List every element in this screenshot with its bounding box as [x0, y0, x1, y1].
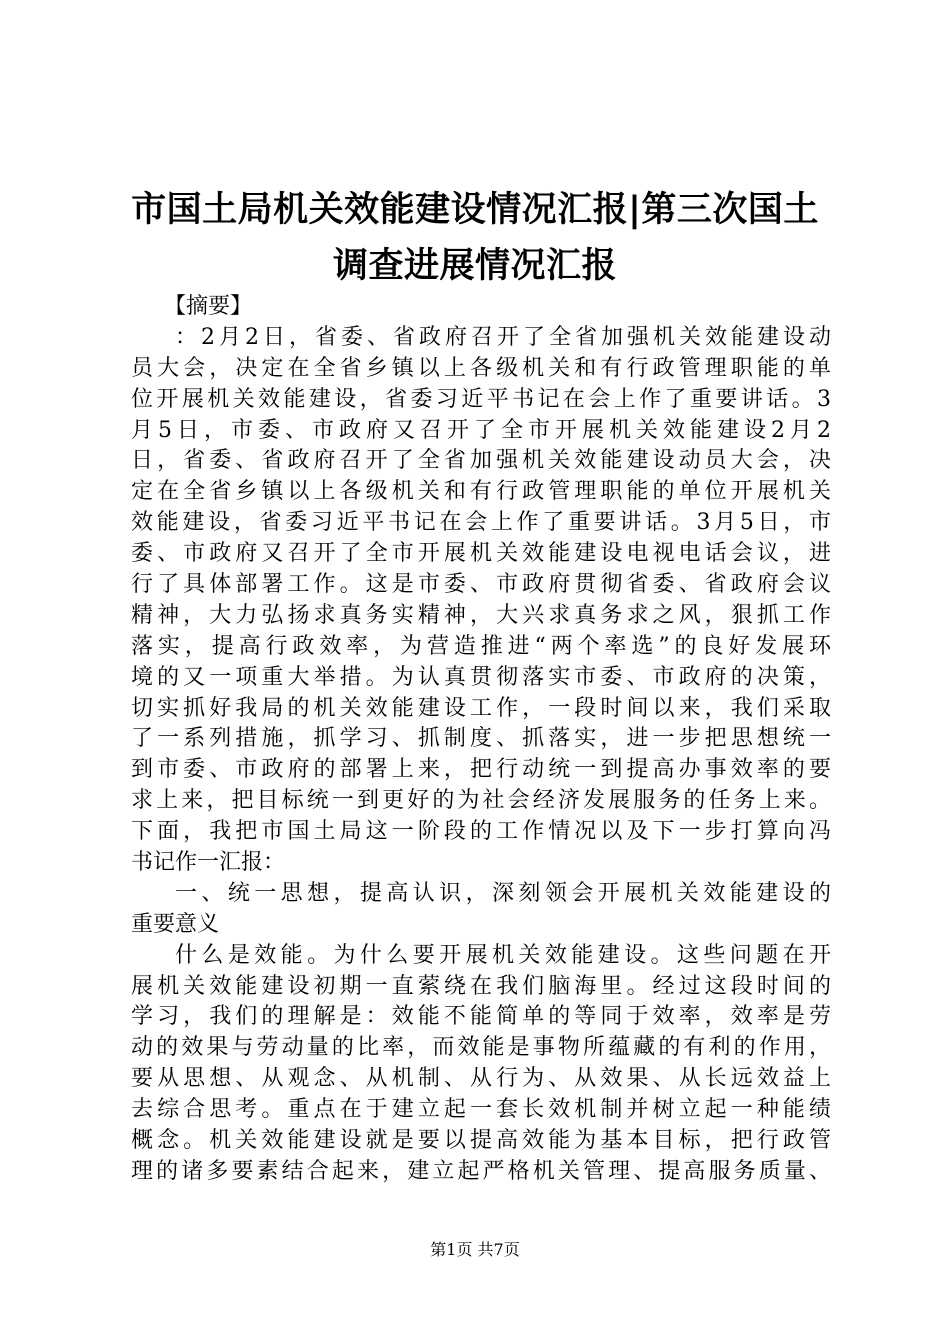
- body-line: 日，省委、省政府召开了全省加强机关效能建设动员大会，决: [131, 448, 831, 474]
- body-line: 去综合思考。重点在于建立起一套长效机制并树立起一种能绩: [131, 1097, 831, 1123]
- body-line: 书记作一汇报：: [131, 850, 286, 876]
- body-line: 位开展机关效能建设，省委习近平书记在会上作了重要讲话。3: [131, 386, 831, 412]
- document-body: [131, 292, 831, 1188]
- document-title-line-1: 市国土局机关效能建设情况汇报|第三次国土: [131, 190, 819, 230]
- page-footer: 第1页 共7页: [430, 1240, 520, 1259]
- body-line: 动的效果与劳动量的比率，而效能是事物所蕴藏的有利的作用，: [131, 1035, 831, 1061]
- body-line: 员大会，决定在全省乡镇以上各级机关和有行政管理职能的单: [131, 355, 831, 381]
- body-line: 要从思想、从观念、从机制、从行为、从效果、从长远效益上: [131, 1066, 831, 1092]
- abstract-label: 【摘要】: [164, 294, 253, 319]
- body-line: 月5日，市委、市政府又召开了全市开展机关效能建设2月2: [131, 417, 831, 443]
- body-line: 理的诸多要素结合起来，建立起严格机关管理、提高服务质量、: [131, 1158, 831, 1184]
- body-line: 下面，我把市国土局这一阶段的工作情况以及下一步打算向冯: [131, 819, 831, 845]
- body-line: 求上来，把目标统一到更好的为社会经济发展服务的任务上来。: [131, 788, 831, 814]
- body-line: ：2月2日，省委、省政府召开了全省加强机关效能建设动: [175, 324, 831, 350]
- body-line: 切实抓好我局的机关效能建设工作，一段时间以来，我们采取: [131, 695, 831, 721]
- document-title-line-2: 调查进展情况汇报: [332, 246, 617, 286]
- body-line: 委、市政府又召开了全市开展机关效能建设电视电话会议，进: [131, 541, 831, 567]
- body-line: 什么是效能。为什么要开展机关效能建设。这些问题在开: [175, 942, 831, 968]
- body-line: 落实，提高行政效率，为营造推进“两个率选”的良好发展环: [131, 633, 831, 659]
- body-line: 效能建设，省委习近平书记在会上作了重要讲话。3月5日，市: [131, 510, 831, 536]
- body-line: 概念。机关效能建设就是要以提高效能为基本目标，把行政管: [131, 1128, 831, 1154]
- body-line: 学习，我们的理解是：效能不能简单的等同于效率，效率是劳: [131, 1004, 831, 1030]
- body-line: 行了具体部署工作。这是市委、市政府贯彻省委、省政府会议: [131, 572, 831, 598]
- section-heading-line: 一、统一思想，提高认识，深刻领会开展机关效能建设的: [175, 880, 831, 906]
- body-line: 精神，大力弘扬求真务实精神，大兴求真务求之风，狠抓工作: [131, 602, 831, 628]
- body-line: 境的又一项重大举措。为认真贯彻落实市委、市政府的决策，: [131, 664, 831, 690]
- body-line: 展机关效能建设初期一直萦绕在我们脑海里。经过这段时间的: [131, 973, 831, 999]
- body-line: 到市委、市政府的部署上来，把行动统一到提高办事效率的要: [131, 757, 831, 783]
- body-line: 了一系列措施，抓学习、抓制度、抓落实，进一步把思想统一: [131, 726, 831, 752]
- body-line: 定在全省乡镇以上各级机关和有行政管理职能的单位开展机关: [131, 479, 831, 505]
- section-heading-line: 重要意义: [131, 911, 220, 937]
